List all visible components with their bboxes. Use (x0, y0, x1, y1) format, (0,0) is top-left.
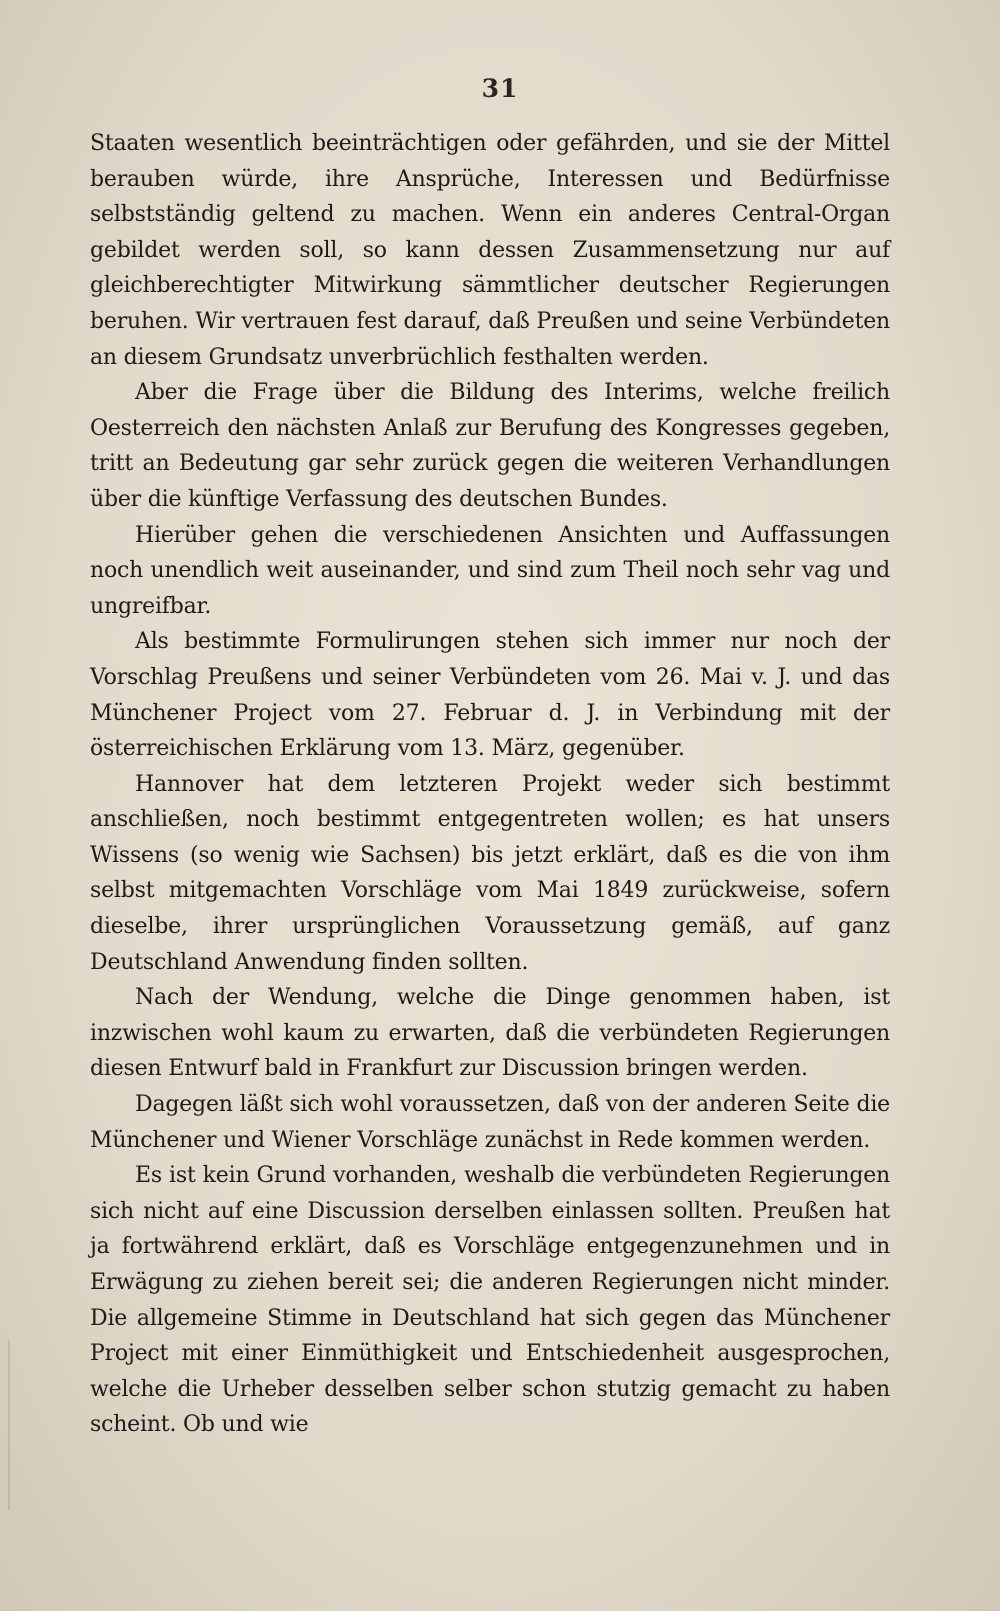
page-number: 31 (481, 74, 519, 103)
paragraph-1: Staaten wesentlich beeinträchtigen oder gefährden, und sie der Mittel berauben würde, ihre Ansprüche, Interessen und Bedürfnisse selbstständig geltend zu machen. Wenn ein anderes Central-Organ gebildet werden soll, so kann dessen Zusammensetzung nur auf gleichberechtigter Mitwirkung sämmtlicher deutscher Regierungen beruhen. Wir vertrauen fest darauf, daß Preußen und seine Verbündeten an diesem Grundsatz unverbrüchlich festhalten werden. (90, 131, 890, 370)
paragraph-4: Als bestimmte Formulirungen stehen sich immer nur noch der Vorschlag Preußens und seiner Verbündeten vom 26. Mai v. J. und das Münchener Project vom 27. Februar d. J. in Verbindung mit der österreichischen Erklärung vom 13. März, gegenüber. (90, 629, 890, 762)
paragraph-3: Hierüber gehen die verschiedenen Ansichten und Auffassungen noch unendlich weit auseinander, und sind zum Theil noch sehr vag und ungreifbar. (90, 522, 890, 619)
body-text (90, 126, 890, 1443)
paragraph-5: Hannover hat dem letzteren Projekt weder sich bestimmt anschließen, noch bestimmt entgegentreten wollen; es hat unsers Wissens (so wenig wie Sachsen) bis jetzt erklärt, daß es die von ihm selbst mitgemachten Vorschläge vom Mai 1849 zurückweise, sofern dieselbe, ihrer ursprünglichen Voraussetzung gemäß, auf ganz Deutschland Anwendung finden sollten. (90, 771, 890, 975)
paragraph-6: Nach der Wendung, welche die Dinge genommen haben, ist inzwischen wohl kaum zu erwarten, daß die verbündeten Regierungen diesen Entwurf bald in Frankfurt zur Discussion bringen werden. (90, 985, 890, 1082)
paragraph-8: Es ist kein Grund vorhanden, weshalb die verbündeten Regierungen sich nicht auf eine Discussion derselben einlassen sollten. Preußen hat ja fortwährend erklärt, daß es Vorschläge entgegenzunehmen und in Erwägung zu ziehen bereit sei; die anderen Regierungen nicht minder. Die allgemeine Stimme in Deutschland hat sich gegen das Münchener Project mit einer Einmüthigkeit und Entschiedenheit ausgesprochen, welche die Urheber desselben selber schon stutzig gemacht zu haben scheint. Ob und wie (90, 1163, 890, 1438)
paragraph-2: Aber die Frage über die Bildung des Interims, welche freilich Oesterreich den nächsten Anlaß zur Berufung des Kongresses gegeben, tritt an Bedeutung gar sehr zurück gegen die weiteren Verhandlungen über die künftige Verfassung des deutschen Bundes. (90, 380, 890, 512)
page-edge-shadow (8, 1340, 10, 1510)
paragraph-7: Dagegen läßt sich wohl voraussetzen, daß von der anderen Seite die Münchener und Wiener Vorschläge zunächst in Rede kommen werden. (90, 1092, 890, 1153)
